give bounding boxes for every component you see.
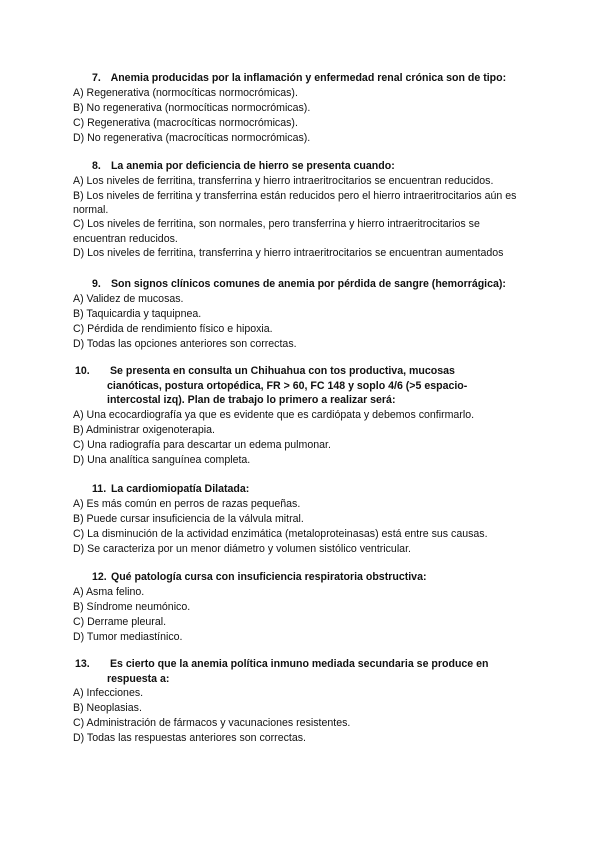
question-text: Son signos clínicos comunes de anemia por pérdida de sangre (hemorrágica):: [110, 278, 506, 290]
question-number: 9.: [92, 278, 101, 290]
question-number: 8.: [92, 160, 101, 172]
question-title: [0, 71, 600, 86]
option-a: A) Es más común en perros de razas pequeñas.: [73, 497, 301, 510]
option-d: D) Todas las opciones anteriores son correctas.: [73, 337, 297, 350]
option-b: B) Puede cursar insuficiencia de la válvula mitral.: [73, 512, 304, 525]
option-a: A) Infecciones.: [73, 687, 144, 699]
question-text: Qué patología cursa con insuficiencia respiratoria obstructiva:: [110, 571, 427, 583]
question-number: 7.: [92, 72, 101, 84]
option-d: D) Se caracteriza por un menor diámetro y volumen sistólico ventricular.: [73, 542, 411, 555]
question-title: [0, 277, 600, 292]
option-b: B) Taquicardia y taquipnea.: [73, 307, 202, 320]
option-c: C) Administración de fármacos y vacunaciones resistentes.: [73, 717, 351, 729]
question-number: 13.: [75, 658, 90, 670]
option-c: C) Pérdida de rendimiento físico e hipoxia.: [73, 322, 273, 335]
question-title: [0, 364, 600, 408]
question-number: 10.: [75, 365, 90, 377]
question-text: La cardiomiopatía Dilatada:: [110, 483, 250, 495]
option-a: A) Una ecocardiografía ya que es evidente que es cardiópata y debemos confirmarlo.: [73, 408, 475, 421]
question-title: [0, 657, 600, 686]
question-7: [0, 71, 600, 146]
option-a: A) Regenerativa (normocíticas normocrómicas).: [73, 86, 298, 99]
option-a: A) Validez de mucosas.: [73, 292, 184, 305]
option-d: D) Todas las respuestas anteriores son correctas.: [73, 732, 306, 744]
question-title: [0, 482, 600, 497]
option-d: D) Los niveles de ferritina, transferrina y hierro intraeritrocitarios se encuentran aumentados: [73, 247, 504, 260]
option-b: B) Los niveles de ferritina y transferrina están reducidos pero el hierro intraeritrocitarios aún es normal.: [73, 189, 517, 216]
question-title: [0, 159, 600, 174]
question-10: [0, 364, 600, 468]
option-d: D) No regenerativa (macrocíticas normocrómicas).: [73, 131, 311, 144]
option-c: C) Los niveles de ferritina, son normales, pero transferrina y hierro intraeritrocitarios se encuentran reducidos.: [73, 218, 480, 245]
question-text: La anemia por deficiencia de hierro se presenta cuando:: [110, 160, 395, 172]
question-text: Se presenta en consulta un Chihuahua con tos productiva, mucosas cianóticas, postura ortopédica, FR > 60, FC 148 y soplo 4/6 (>5 espacio-intercostal izq). Plan de trabajo lo primero a realizar será:: [107, 365, 468, 406]
option-d: D) Una analítica sanguínea completa.: [73, 453, 251, 466]
question-8: [0, 159, 600, 261]
option-c: C) Derrame pleural.: [73, 615, 167, 628]
question-number: 12.: [92, 571, 107, 583]
question-12: [0, 570, 600, 645]
question-title: [0, 570, 600, 585]
option-a: A) Asma felino.: [73, 585, 145, 598]
option-a: A) Los niveles de ferritina, transferrina y hierro intraeritrocitarios se encuentran reducidos.: [73, 174, 494, 187]
question-text: Anemia producidas por la inflamación y enfermedad renal crónica son de tipo:: [110, 72, 507, 84]
question-11: [0, 482, 600, 557]
option-b: B) Neoplasias.: [73, 702, 142, 714]
question-number: 11.: [92, 483, 107, 495]
question-13: [0, 657, 600, 746]
option-b: B) Administrar oxigenoterapia.: [73, 423, 215, 436]
option-c: C) Una radiografía para descartar un edema pulmonar.: [73, 438, 331, 451]
option-d: D) Tumor mediastínico.: [73, 630, 183, 643]
question-text: Es cierto que la anemia política inmuno mediada secundaria se produce en respuesta a:: [107, 658, 489, 685]
option-c: C) Regenerativa (macrocíticas normocrómicas).: [73, 116, 298, 129]
option-b: B) Síndrome neumónico.: [73, 600, 191, 613]
option-c: C) La disminución de la actividad enzimática (metaloproteinasas) está entre sus causas.: [73, 527, 488, 540]
option-b: B) No regenerativa (normocíticas normocrómicas).: [73, 101, 311, 114]
question-9: [0, 277, 600, 352]
